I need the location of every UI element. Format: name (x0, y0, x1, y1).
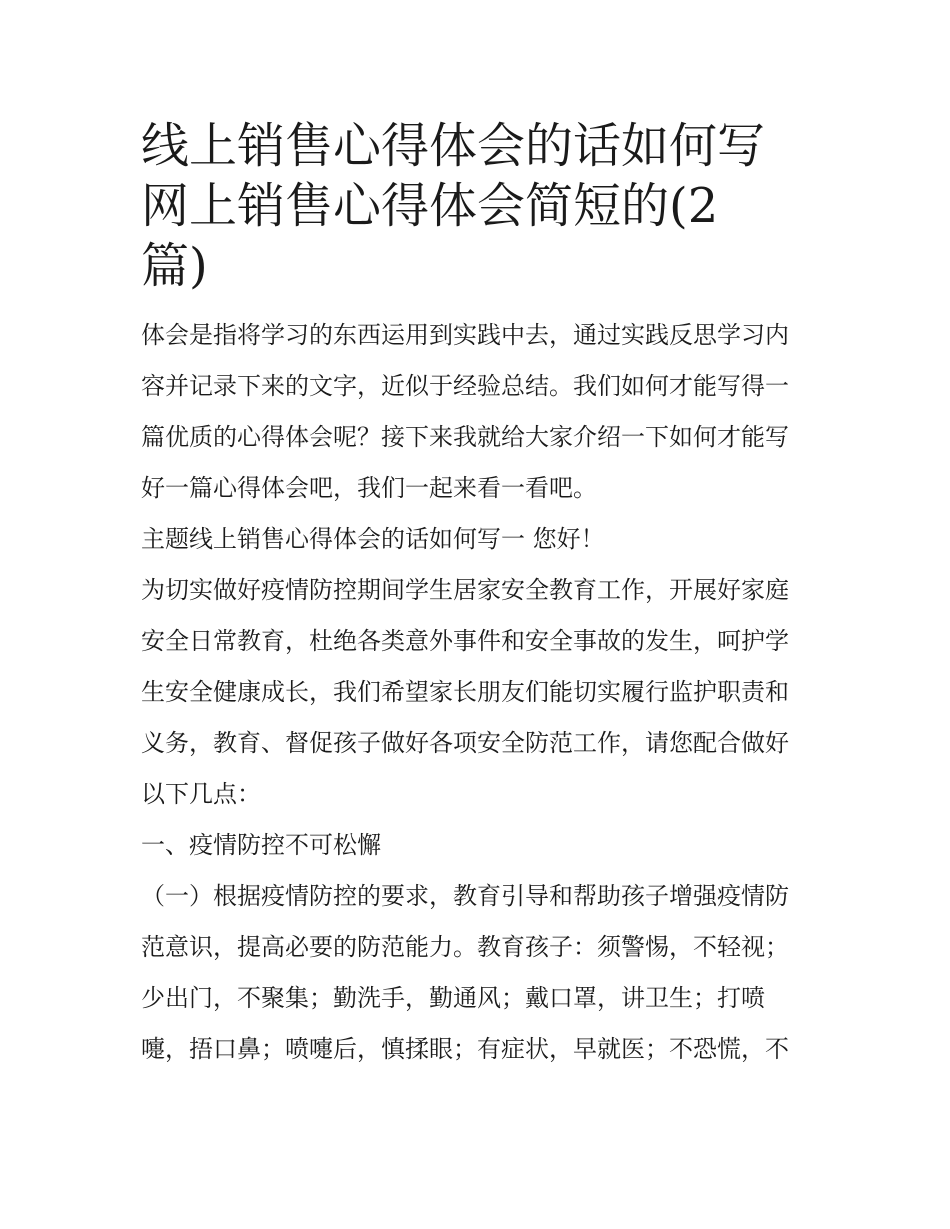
title-line-2: 网上销售心得体会简短的(2 (141, 178, 719, 234)
text-line: 义务，教育、督促孩子做好各项安全防范工作，请您配合做好 (141, 729, 789, 757)
text-line: 篇优质的心得体会呢？接下来我就给大家介绍一下如何才能写 (141, 423, 789, 451)
title-line-3: 篇) (141, 238, 208, 294)
text-line: 为切实做好疫情防控期间学生居家安全教育工作，开展好家庭 (141, 576, 789, 604)
text-line: 一、疫情防控不可松懈 (141, 831, 381, 859)
intro-paragraph (141, 310, 813, 514)
body-paragraph (141, 565, 813, 820)
section-heading (141, 820, 813, 871)
section-paragraph (141, 871, 813, 1075)
document-page (141, 116, 813, 1075)
title-line-1: 线上销售心得体会的话如何写 (141, 118, 766, 174)
text-line: 以下几点： (141, 780, 261, 808)
text-line: 主题线上销售心得体会的话如何写一 您好！ (141, 525, 605, 553)
text-line: 体会是指将学习的东西运用到实践中去，通过实践反思学习内 (141, 321, 789, 349)
text-line: 容并记录下来的文字，近似于经验总结。我们如何才能写得一 (141, 372, 789, 400)
text-line: 好一篇心得体会吧，我们一起来看一看吧。 (141, 474, 597, 502)
text-line: 嚏，捂口鼻；喷嚏后，慎揉眼；有症状，早就医；不恐慌，不 (141, 1035, 789, 1063)
document-title (141, 116, 813, 296)
text-line: 范意识，提高必要的防范能力。教育孩子：须警惕，不轻视； (141, 933, 789, 961)
text-line: 安全日常教育，杜绝各类意外事件和安全事故的发生，呵护学 (141, 627, 789, 655)
text-line: 少出门，不聚集；勤洗手，勤通风；戴口罩，讲卫生；打喷 (141, 984, 765, 1012)
subject-paragraph (141, 514, 813, 565)
text-line: （一）根据疫情防控的要求，教育引导和帮助孩子增强疫情防 (141, 882, 789, 910)
text-line: 生安全健康成长，我们希望家长朋友们能切实履行监护职责和 (141, 678, 789, 706)
